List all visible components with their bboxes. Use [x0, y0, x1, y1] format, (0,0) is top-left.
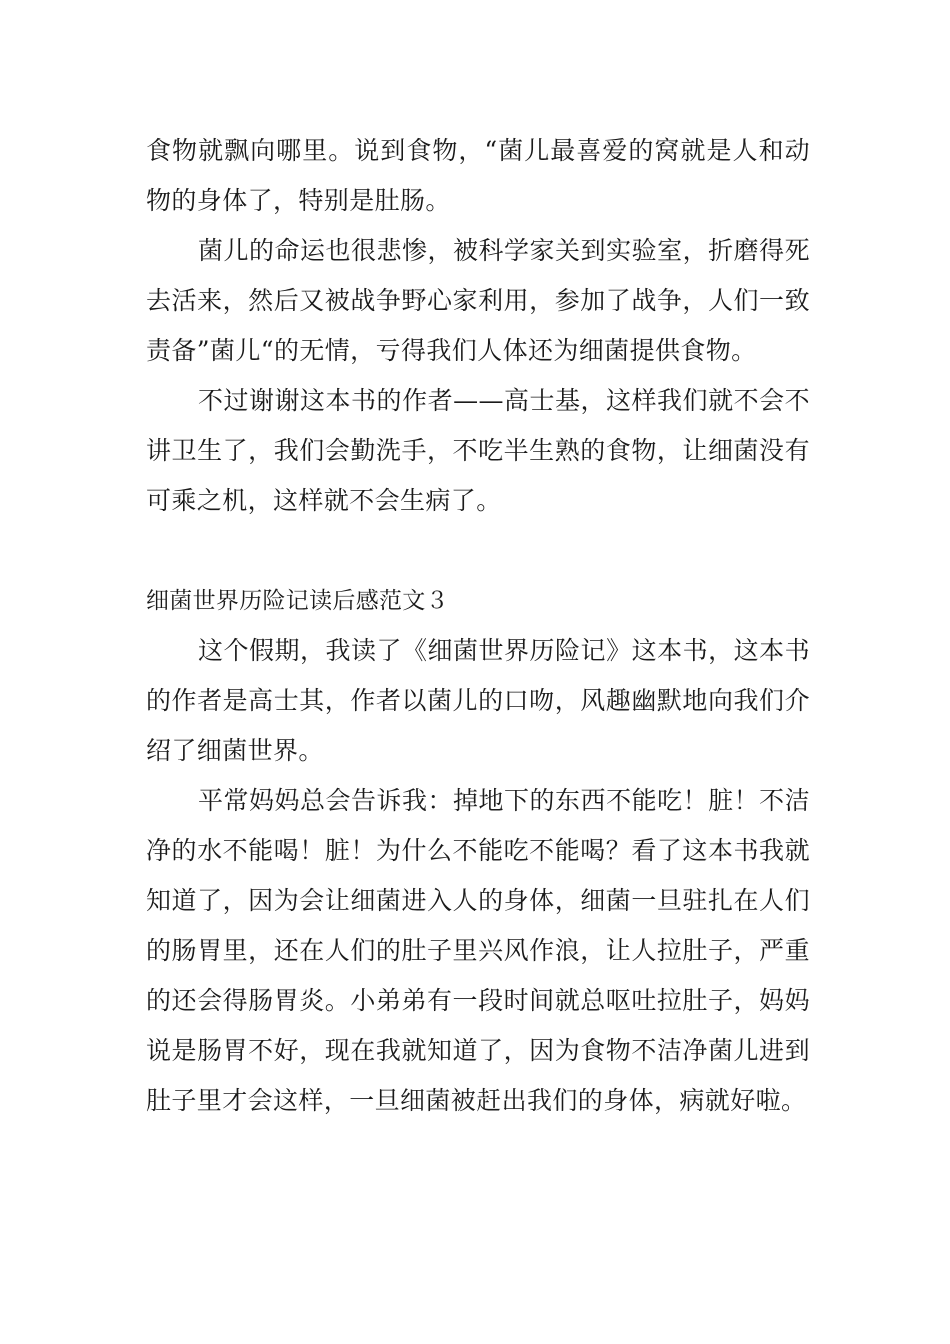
paragraph: 平常妈妈总会告诉我：掉地下的东西不能吃！脏！不洁净的水不能喝！脏！为什么不能吃不能喝？看了这本书我就知道了，因为会让细菌进入人的身体，细菌一旦驻扎在人们的肠胃里，还在人们的肚子里兴风作浪，让人拉肚子，严重的还会得肠胃炎。小弟弟有一段时间就总呕吐拉肚子，妈妈说是肠胃不好，现在我就知道了，因为食物不洁净菌儿进到肚子里才会这样，一旦细菌被赶出我们的身体，病就好啦。 — [146, 786, 810, 1115]
paragraph: 这个假期，我读了《细菌世界历险记》这本书，这本书的作者是高士其，作者以菌儿的口吻，风趣幽默地向我们介绍了细菌世界。 — [146, 636, 810, 765]
document-page — [146, 126, 810, 1126]
paragraph-continuation: 食物就飘向哪里。说到食物，“菌儿最喜爱的窝就是人和动物的身体了，特别是肚肠。 — [146, 136, 810, 215]
section-title: 细菌世界历险记读后感范文３ — [146, 588, 449, 614]
section-gap — [146, 526, 810, 576]
paragraph: 不过谢谢这本书的作者——高士基，这样我们就不会不讲卫生了，我们会勤洗手，不吃半生熟的食物，让细菌没有可乘之机，这样就不会生病了。 — [146, 386, 810, 515]
paragraph: 菌儿的命运也很悲惨，被科学家关到实验室，折磨得死去活来，然后又被战争野心家利用，参加了战争，人们一致责备”菌儿“的无情，亏得我们人体还为细菌提供食物。 — [146, 236, 810, 365]
